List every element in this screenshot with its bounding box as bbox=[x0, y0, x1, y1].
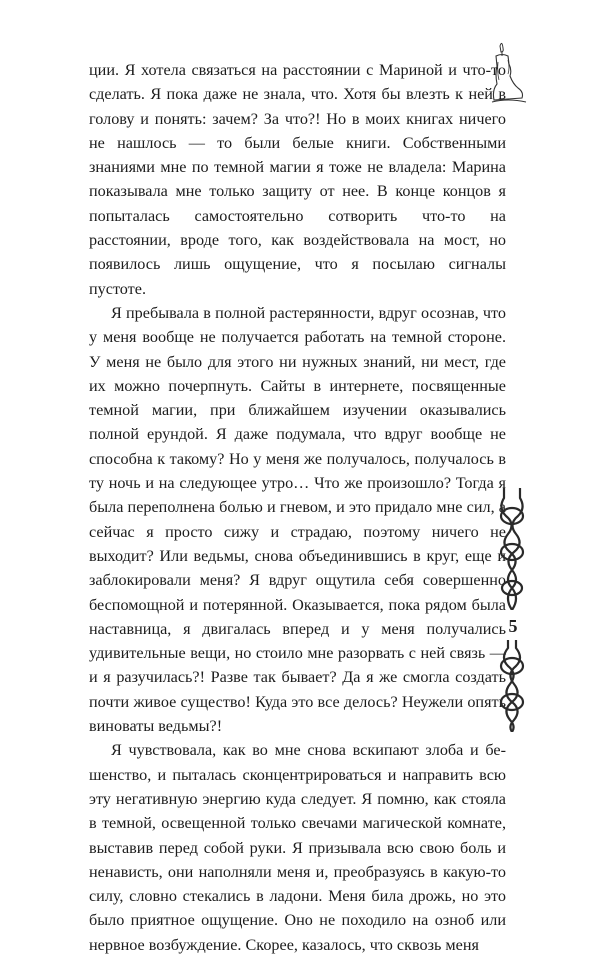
page-number: 5 bbox=[508, 616, 518, 636]
paragraph-1: ции. Я хотела связаться на расстоянии с Мариной и что-то сделать. Я пока даже не знала, что. Хотя бы влезть к ней в голову и понять: зачем? За что?! Но в моих книгах ничего не нашлось — то были белые книги. Собственными знаниями мне по темной магии я тоже не владела: Марина показывала мне только защиту от нее. В конце концов я попыталась самостоятельно сотворить что-то на расстоянии, вроде того, как воздействовала на мост, но появилось лишь ощущение, что я посылаю сигналы пустоте. bbox=[89, 61, 506, 298]
paragraph-2: Я пребывала в полной растерянности, вдруг осознав, что у меня вообще не получается работать на темной стороне. У меня не было для этого ни нужных знаний, ни мест, где их можно почерпнуть. Сайты в интернете, посвященные темной магии, при ближайшем изучении оказывались полной ерундой. Я даже подумала, что вдруг вообще не способна к такому? Но у меня же получалось, получалось в ту ночь и на следующее утро… Что же произошло? Тогда я была переполнена болью и гневом, и это придало мне сил, а сейчас я просто сижу и страдаю, поэтому ничего не выходит? Или ведьмы, снова объединившись в круг, еще и заблокировали меня? Я вдруг ощутила себя совершенно беспомощной и потерянной. Оказывается, пока рядом была наставница, я двигалась вперед и у меня получались удивительные вещи, но стоило мне разорвать с ней связь — и я разучилась?! Разве так бывает? Да я же смогла создать почти живое существо! Куда это все делось? Неужели опять виноваты ведьмы?! bbox=[89, 303, 506, 736]
page-body-text bbox=[89, 58, 506, 957]
rope-knot-icon bbox=[494, 640, 530, 732]
paragraph-3: Я чувствовала, как во мне снова вскипают злоба и бешенство, и пыталась сконцентрироваться и направить всю эту негативную энергию куда следует. Я помню, как стояла в темной, освещенной только свечами магической комнате, выставив перед собой руки. Я призывала всю свою боль и ненависть, они наполняли меня и, преобразуясь в какую-то силу, словно стекались в ладони. Меня била дрожь, но это было приятное ощущение. Оно не походило на озноб или нервное возбуждение. Скорее, казалось, что сквозь меня bbox=[89, 741, 506, 954]
rope-knot-icon bbox=[494, 488, 530, 610]
